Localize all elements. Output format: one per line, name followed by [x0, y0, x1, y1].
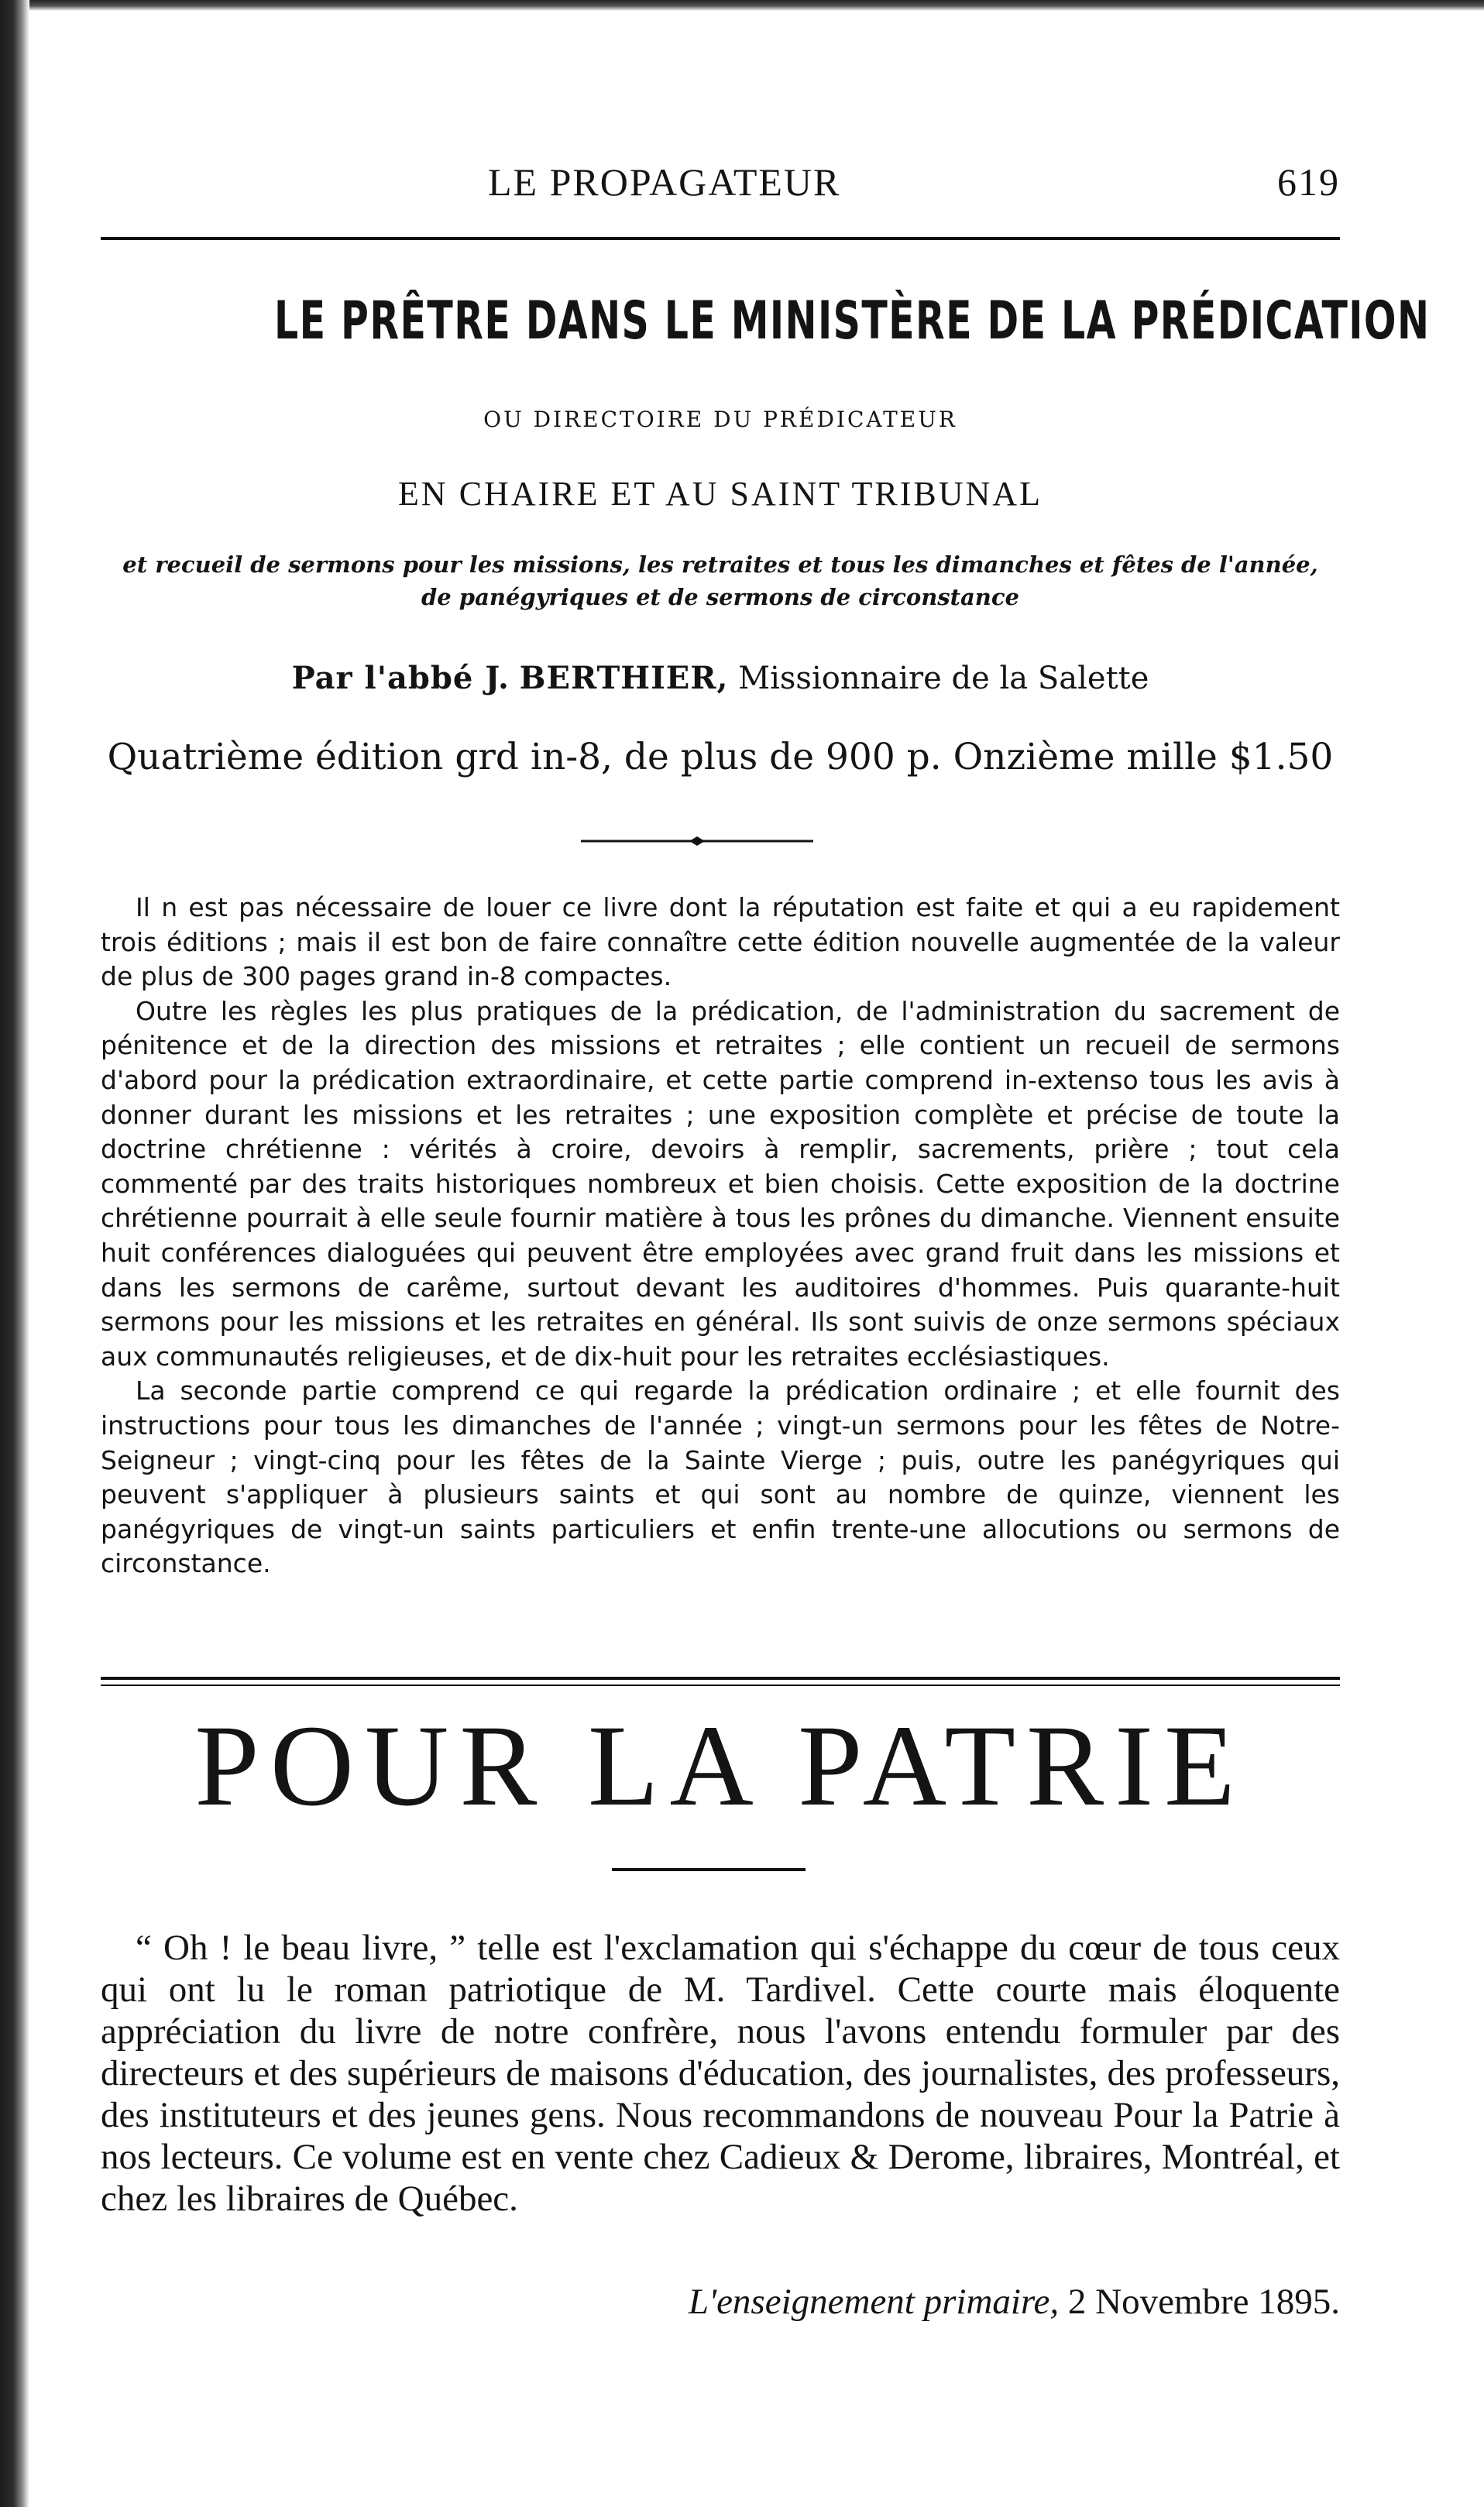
running-title: LE PROPAGATEUR — [488, 160, 841, 204]
book-review-paragraph: Outre les règles les plus pratiques de la prédication, de l'administration du sacrement de pénitence et de la direction des missions et retraites ; elle contient un recueil de sermons d'abord pour la prédication extraordinaire, et cette partie comprend in-extenso tous les avis à donner durant les missions et les retraites ; une exposition complète et précise de toute la doctrine chrétienne : vérités à croire, devoirs à remplir, sacrements, prière ; tout cela commenté par des traits historiques nombreux et bien choisis. Cette exposition de la doctrine chrétienne pourrait à elle seule fournir matière à tous les prônes du dimanche. Viennent ensuite huit conférences dialoguées qui peuvent être employées avec grand fruit dans les missions et dans les sermons de carême, surtout devant les auditoires d'hommes. Puis quarante-huit sermons pour les missions et les retraites en général. Ils sont suivis de onze sermons spéciaux aux communautés religieuses, et de dix-huit pour les retraites ecclésiastiques. — [101, 995, 1340, 1372]
book-edition-price: Quatrième édition grd in-8, de plus de 900 p. Onzième mille $1.50 — [107, 736, 1334, 778]
book-review — [101, 891, 1340, 1581]
author-prefix: Par l'abbé J. — [291, 660, 510, 696]
book-subtitle-large: EN CHAIRE ET AU SAINT TRIBUNAL — [398, 475, 1043, 513]
source-date: 2 Novembre 1895. — [1067, 2282, 1340, 2322]
book-description-line-2: de panégyriques et de sermons de circonstance — [421, 584, 1019, 610]
book-review-paragraph: Il n est pas nécessaire de louer ce livre dont la réputation est faite et qui a eu rapidement trois éditions ; mais il est bon de faire connaître cette édition nouvelle augmentée de la valeur de plus de 300 pages grand in-8 compactes. — [101, 892, 1340, 992]
author-name: BERTHIER, — [519, 660, 729, 696]
patrie-review-paragraph: “ Oh ! le beau livre, ” telle est l'exclamation qui s'échappe du cœur de tous ceux qui ont lu le roman patriotique de M. Tardivel. Cette courte mais éloquente appréciation du livre de notre confrère, nous l'avons entendu formuler par des directeurs et des supérieurs de maisons d'éducation, des journalistes, des professeurs, des instituteurs et des jeunes gens. Nous recommandons de nouveau Pour la Patrie à nos lecteurs. Ce volume est en vente chez Cadieux & Derome, libraires, Montréal, et chez les libraires de Québec. — [101, 1928, 1340, 2219]
page-header — [101, 152, 1340, 214]
patrie-review — [101, 1927, 1340, 2220]
ornament-divider — [581, 833, 813, 849]
header-rule — [101, 237, 1340, 240]
page-number: 619 — [1277, 160, 1340, 204]
section-double-rule-bottom — [101, 1684, 1340, 1686]
section-double-rule-top — [101, 1677, 1340, 1680]
scan-top-edge — [0, 0, 1484, 11]
book-review-paragraph: La seconde partie comprend ce qui regarde la prédication ordinaire ; et elle fournit des instructions pour tous les dimanches de l'année ; vingt-un sermons pour les fêtes de Notre-Seigneur ; vingt-cinq pour les fêtes de la Sainte Vierge ; puis, outre les panégyriques qui peuvent s'appliquer à plusieurs saints et qui sont au nombre de quinze, viennent les panégyriques de vingt-un saints particuliers et enfin trente-une allocutions ou sermons de circonstance. — [101, 1375, 1340, 1579]
book-description-line-1: et recueil de sermons pour les missions, les retraites et tous les dimanches et fêtes de l'année, — [122, 551, 1318, 578]
book-description — [101, 548, 1340, 613]
scan-binding-edge — [0, 0, 29, 2507]
book-author — [101, 660, 1340, 696]
source-publication: L'enseignement primaire, — [688, 2282, 1060, 2322]
book-subtitle-small: OU DIRECTOIRE DU PRÉDICATEUR — [483, 407, 957, 432]
patrie-source — [689, 2281, 1340, 2323]
patrie-title-rule — [612, 1868, 806, 1871]
author-role: Missionnaire de la Salette — [738, 661, 1149, 696]
patrie-title: POUR LA PATRIE — [194, 1702, 1246, 1830]
book-title: LE PRÊTRE DANS LE MINISTÈRE DE LA PRÉDICATION — [274, 290, 1431, 352]
